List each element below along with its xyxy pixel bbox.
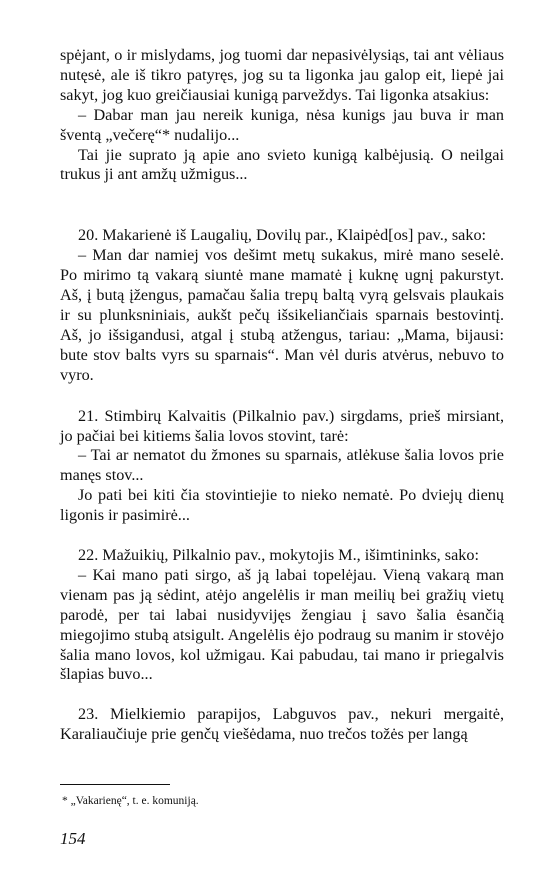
footnote-divider [60,784,170,785]
section-23-intro: 23. Mielkiemio parapijos, Labguvos pav., nekuri mergaitė, Karaliaučiuje prie genčų viešėdama, nuo trečos tožės per langą [60,705,504,744]
paragraph: spėjant, o ir mislydams, jog tuomi dar nepasivėlysiąs, tai ant vėliaus nutęsė, ale iš tikro patyręs, jog su ta ligonka jau galop eit, liepė jai sakyt, jog kuo greičiausiai kunigą parveždys. Tai ligonka atsakius: [60,46,504,104]
section-20-intro: 20. Makarienė iš Laugalių, Dovilų par., Klaipėd[os] pav., sako: [78,226,487,245]
page-number: 154 [60,829,86,848]
page-body [60,46,504,745]
section-21-body: Jo pati bei kiti čia stovintiejie to nieko nematė. Po dviejų dienų ligonis ir pasimirė... [60,486,504,525]
section-22-body: – Kai mano pati sirgo, aš ją labai topelėjau. Vieną vakarą man vienam pas ją sėdint, atėjo angelėlis ir man meilių bei gražių vietų parodė, per tai labai nusidyvijęs žengiau į savo šalia ėsančią miegojimo stubą atsigult. Angelėlis ėjo podraug su manim ir stovėjo šalia mano lovos, kol užmigau. Kai pabudau, tai mano ir priegalvis šlapias buvo... [60,565,504,684]
section-22-intro: 22. Mažuikių, Pilkalnio pav., mokytojis M., išimtininks, sako: [78,546,479,565]
section-21-quote: – Tai ar nematot du žmones su sparnais, atlėkuse šalia lovos prie manęs stov... [60,446,504,485]
paragraph: Tai jie suprato ją apie ano svieto kunigą kalbėjusią. O neilgai trukus ji ant amžų užmigus... [60,145,504,184]
section-21-intro: 21. Stimbirų Kalvaitis (Pilkalnio pav.) sirgdams, prieš mirsiant, jo pačiai bei kitiems šalia lovos stovint, tarė: [60,406,504,445]
paragraph-quote: – Dabar man jau nereik kuniga, nėsa kunigs jau buva ir man šventą „večerę“* nudalijo... [60,105,504,144]
footnote: * „Vakarienę“, t. e. komuniją. [62,795,199,807]
section-20-body: – Man dar namiej vos dešimt metų sukakus, mirė mano seselė. Po mirimo tą vakarą siuntė mane mamatė į kuknę ugnį pakurstyt. Aš, į butą įžengus, pamačau šalia trepų baltą vyrą gelsvais plaukais ir su plunksniniais, aukšt pečų išsikeliančiais sparnais bestovintį. Aš, jo išsigandusi, atgal į stubą atžengus, tariau: „Mama, bijausi: bute stov balts vyrs su sparnais“. Man vėl duris atvėrus, nebuvo to vyro. [60,246,504,384]
